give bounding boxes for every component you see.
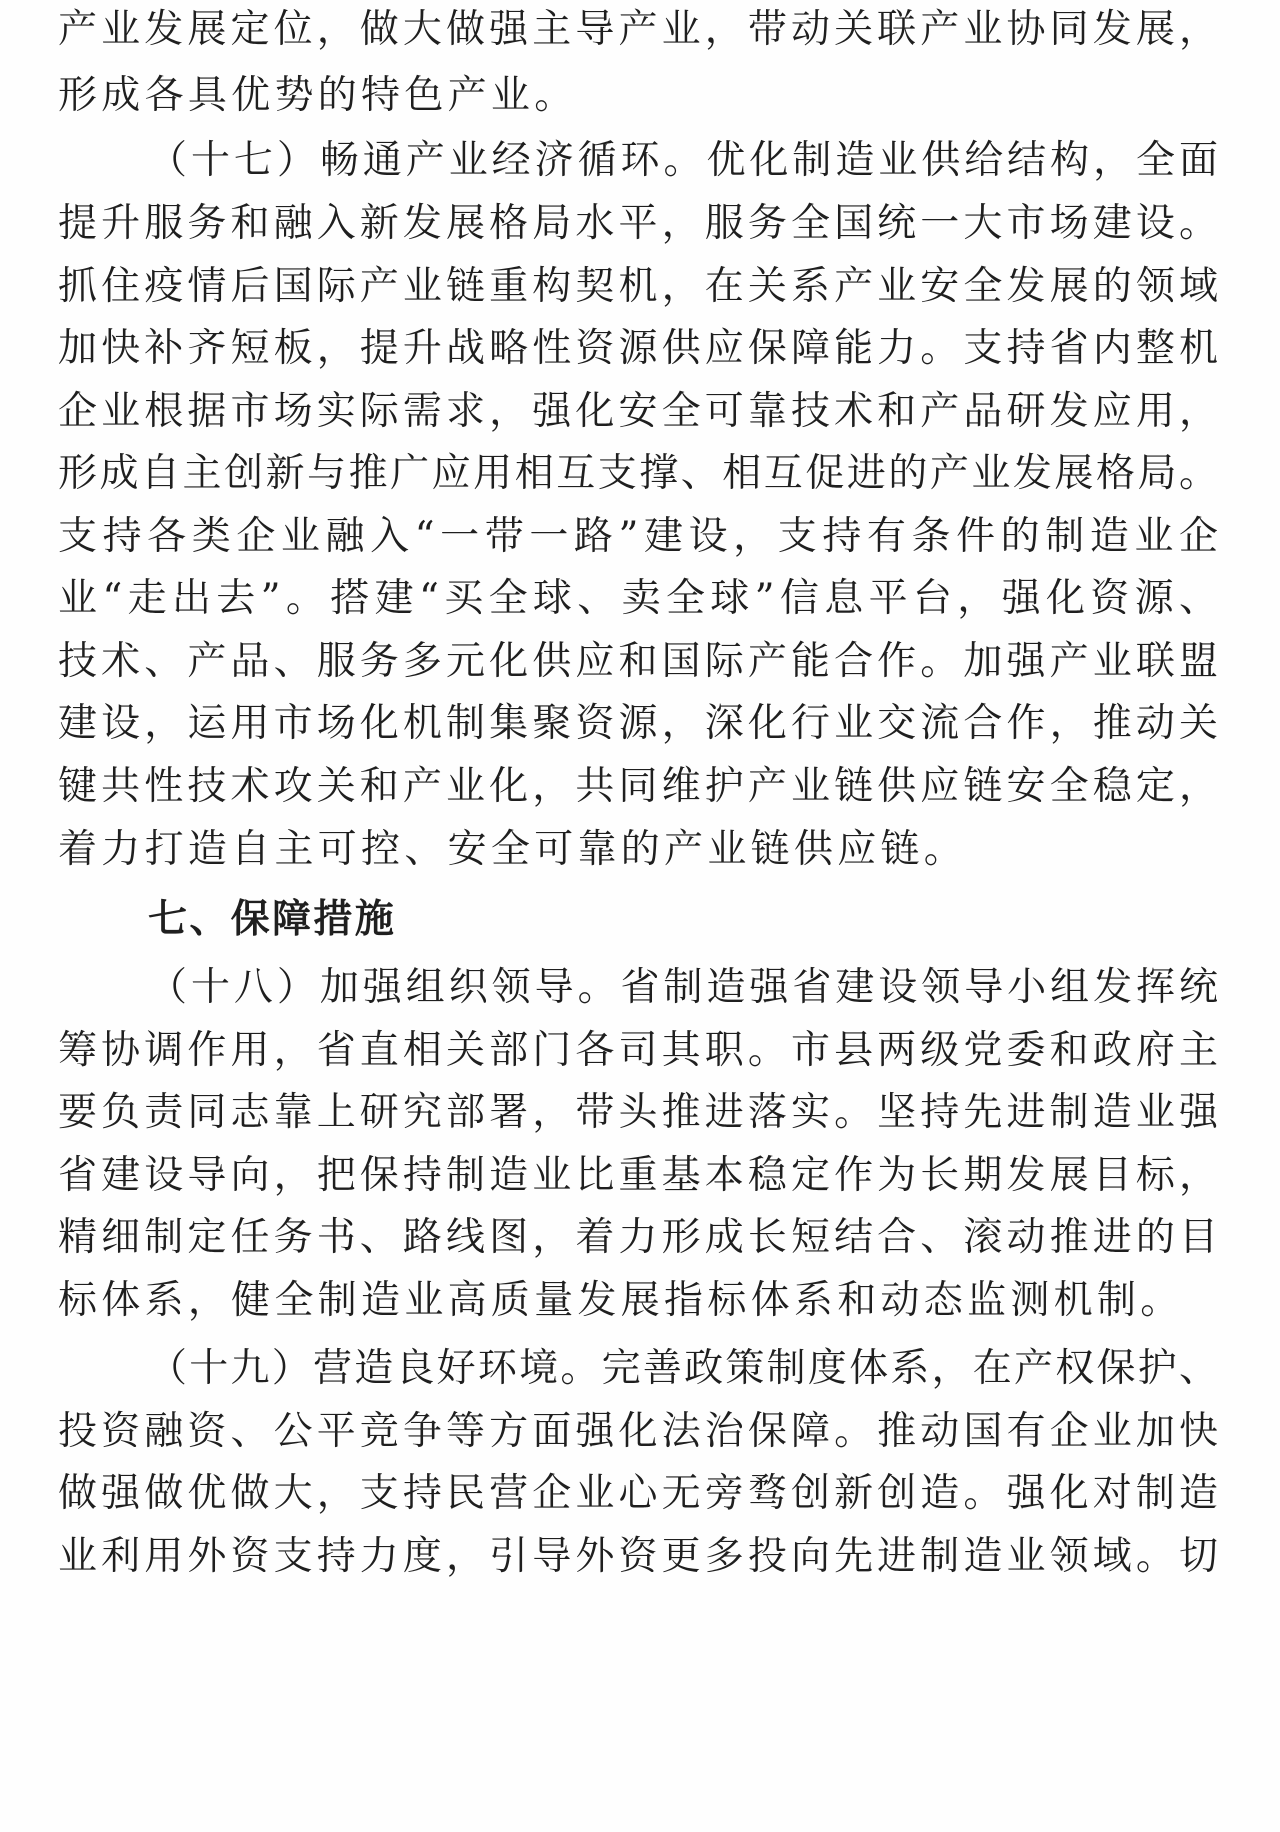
text-line: 支持各类企业融入“一带一路”建设，支持有条件的制造业企 xyxy=(58,514,1218,559)
text-line: 着力打造自主可控、安全可靠的产业链供应链。 xyxy=(58,827,968,872)
section-heading: 七、保障措施 xyxy=(148,897,397,942)
text-line: 企业根据市场实际需求，强化安全可靠技术和产品研发应用， xyxy=(58,389,1218,434)
text-line: 技术、产品、服务多元化供应和国际产能合作。加强产业联盟 xyxy=(58,639,1218,684)
text-line: 业“走出去”。搭建“买全球、卖全球”信息平台，强化资源、 xyxy=(58,576,1218,621)
paragraph-17-start: （十七）畅通产业经济循环。优化制造业供给结构，全面 xyxy=(148,138,1218,183)
text-line: 做强做优做大，支持民营企业心无旁骛创新创造。强化对制造 xyxy=(58,1471,1218,1516)
text-line: 加快补齐短板，提升战略性资源供应保障能力。支持省内整机 xyxy=(58,326,1218,371)
text-line: 形成自主创新与推广应用相互支撑、相互促进的产业发展格局。 xyxy=(58,451,1218,496)
text-line: 抓住疫情后国际产业链重构契机，在关系产业安全发展的领域 xyxy=(58,264,1218,309)
paragraph-19-start: （十九）营造良好环境。完善政策制度体系，在产权保护、 xyxy=(148,1346,1218,1391)
text-line: 键共性技术攻关和产业化，共同维护产业链供应链安全稳定， xyxy=(58,764,1218,809)
text-line: 要负责同志靠上研究部署，带头推进落实。坚持先进制造业强 xyxy=(58,1090,1218,1135)
text-line: 投资融资、公平竞争等方面强化法治保障。推动国有企业加快 xyxy=(58,1409,1218,1454)
text-line: 业利用外资支持力度，引导外资更多投向先进制造业领域。切 xyxy=(58,1534,1218,1579)
text-line: 形成各具优势的特色产业。 xyxy=(58,73,578,118)
text-line: 提升服务和融入新发展格局水平，服务全国统一大市场建设。 xyxy=(58,201,1218,246)
text-line: 建设，运用市场化机制集聚资源，深化行业交流合作，推动关 xyxy=(58,701,1218,746)
paragraph-18-start: （十八）加强组织领导。省制造强省建设领导小组发挥统 xyxy=(148,965,1218,1010)
text-line: 省建设导向，把保持制造业比重基本稳定作为长期发展目标， xyxy=(58,1153,1218,1198)
text-line: 筹协调作用，省直相关部门各司其职。市县两级党委和政府主 xyxy=(58,1028,1218,1073)
text-line: 精细制定任务书、路线图，着力形成长短结合、滚动推进的目 xyxy=(58,1215,1218,1260)
text-line: 标体系，健全制造业高质量发展指标体系和动态监测机制。 xyxy=(58,1278,1184,1323)
text-line: 产业发展定位，做大做强主导产业，带动关联产业协同发展， xyxy=(58,7,1218,52)
